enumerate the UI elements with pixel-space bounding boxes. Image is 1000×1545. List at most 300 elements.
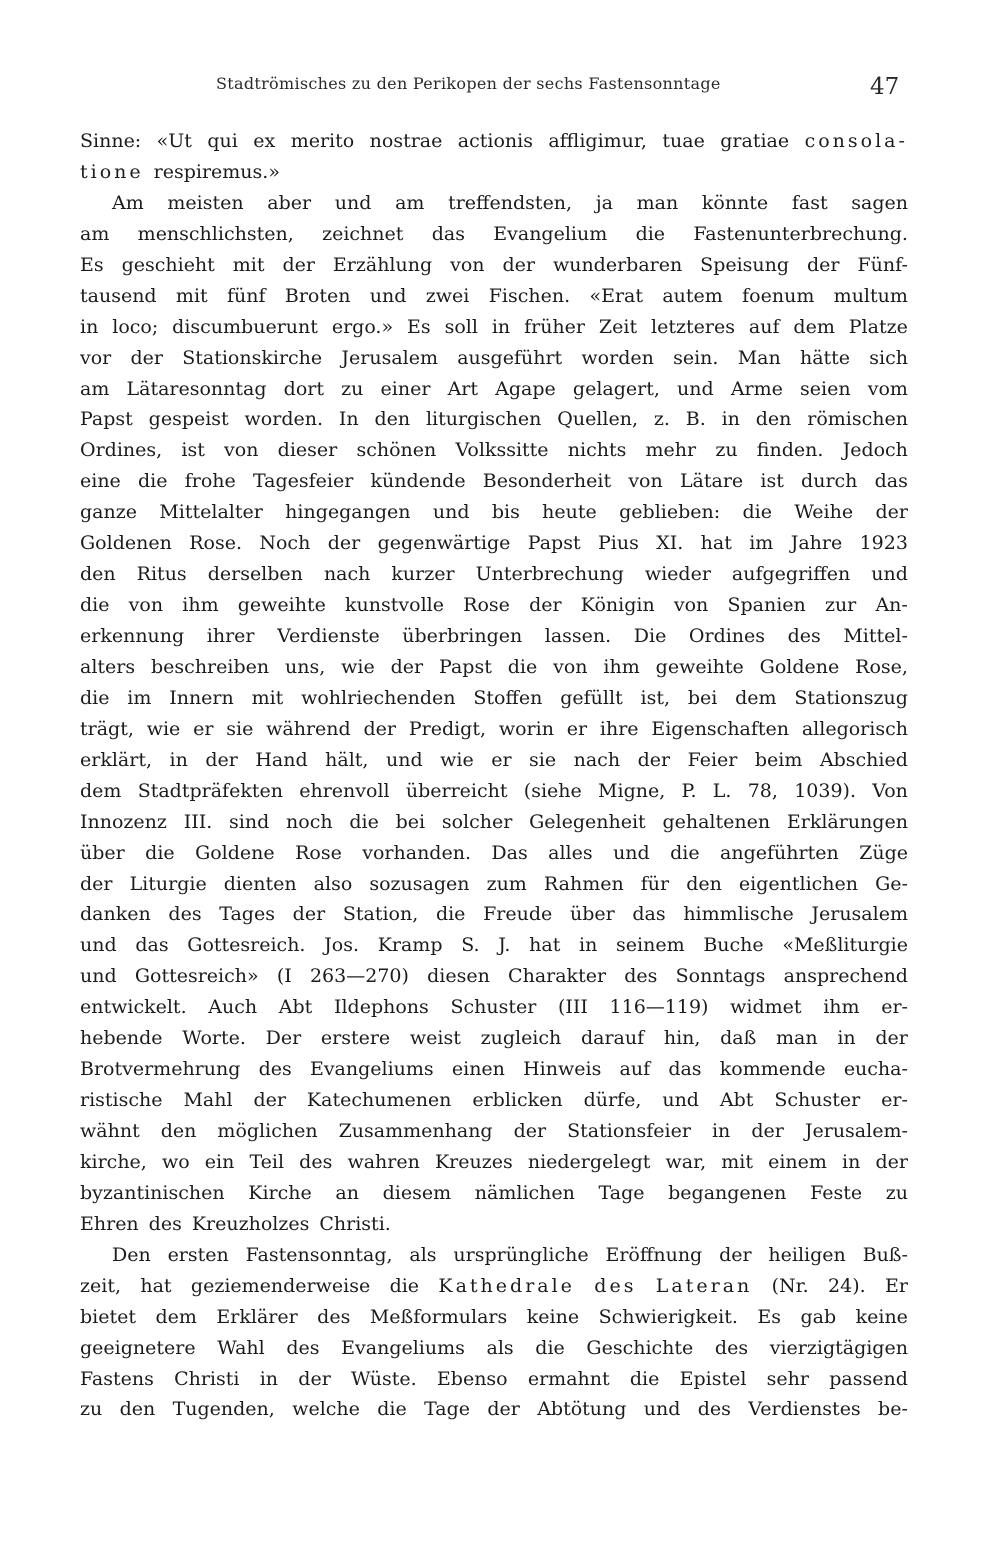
word: bietet: [80, 1305, 136, 1328]
word: finden.: [756, 439, 824, 462]
text-line: [80, 559, 908, 590]
word: während: [266, 717, 351, 740]
word: die: [80, 686, 110, 709]
word: Abt: [278, 996, 313, 1019]
word: Rose: [295, 841, 342, 864]
word: ihre: [599, 717, 639, 740]
word: worden: [581, 346, 654, 369]
word: Stationsfeier: [567, 1120, 691, 1142]
word: des: [168, 903, 202, 926]
word: Fastensonntag,: [245, 1243, 393, 1266]
word: affligimur,: [548, 130, 647, 152]
word: dort: [283, 377, 324, 400]
word: heute: [542, 501, 597, 524]
word: ersten: [167, 1243, 229, 1266]
word: Ritus: [136, 563, 187, 586]
word: Buche: [703, 934, 764, 957]
word: III.: [183, 810, 213, 833]
word: byzantinischen: [80, 1181, 225, 1204]
word: Speisung: [700, 253, 790, 276]
word: Gottesreich.: [187, 934, 306, 957]
word: Christi: [174, 1367, 240, 1390]
word: nämlichen: [474, 1181, 575, 1204]
word: gespeist: [148, 408, 229, 431]
word: geweihte: [655, 655, 744, 678]
word: Fastenunterbrechung.: [693, 222, 908, 245]
word: ihm: [603, 655, 640, 678]
word: der: [751, 1120, 784, 1142]
word: eucha-: [843, 1058, 908, 1081]
word: heiligen: [768, 1243, 846, 1266]
word: foenum: [742, 284, 815, 307]
word: ihrer: [206, 625, 255, 647]
word: Volkssitte: [455, 439, 549, 462]
word: 263—270): [309, 965, 409, 988]
word: vom: [867, 377, 908, 400]
word: vorhanden.: [362, 841, 471, 864]
word: mehr: [645, 439, 697, 462]
word: Stationskirche: [182, 346, 323, 369]
word: sich: [869, 346, 908, 369]
word: treffendsten,: [448, 191, 573, 214]
word: kunstvolle: [345, 594, 444, 617]
word: der: [513, 1120, 547, 1142]
word: noch: [286, 810, 333, 833]
word: wunderbaren: [552, 253, 683, 276]
word: Ebenso: [436, 1367, 508, 1390]
word: sie: [226, 717, 254, 740]
word: in: [491, 315, 511, 338]
word: J.: [498, 934, 511, 957]
word: Wüste.: [351, 1367, 417, 1390]
text-line: [80, 1333, 908, 1364]
word: mit: [251, 686, 284, 709]
word: Papst: [80, 408, 133, 431]
word: An-: [875, 594, 908, 617]
word: «Erat: [589, 284, 643, 307]
word: die: [349, 810, 379, 833]
word: Gelegenheit: [529, 810, 646, 833]
word: und: [80, 934, 117, 957]
word: gelagert,: [572, 377, 660, 400]
word: einen: [451, 1058, 505, 1081]
word: worin: [498, 717, 554, 740]
word: zu: [885, 1181, 908, 1204]
word: das: [135, 934, 169, 957]
word: vor: [80, 346, 112, 369]
word: Am: [112, 191, 144, 214]
word: schönen: [356, 439, 437, 462]
word: und: [643, 1398, 681, 1421]
word: uns,: [285, 655, 326, 678]
word: des: [714, 1336, 749, 1359]
word: und: [334, 191, 372, 214]
word: Abt: [719, 1089, 754, 1112]
word: dem: [155, 1305, 197, 1328]
word: und: [662, 1089, 699, 1112]
word: ihm: [823, 996, 860, 1019]
word: des: [624, 965, 658, 988]
word: er-: [881, 996, 908, 1019]
word: der: [80, 872, 113, 895]
word: zu: [715, 439, 738, 462]
word: ihm: [182, 594, 219, 617]
word: des: [697, 1398, 731, 1421]
word: auf: [748, 315, 780, 338]
word: diesen: [427, 965, 490, 988]
text-line: [80, 528, 908, 559]
word: Liturgie: [129, 872, 207, 895]
word: «Meßliturgie: [782, 934, 908, 957]
word: keine: [855, 1305, 908, 1328]
text-line: [80, 312, 908, 343]
word: des: [286, 1336, 320, 1359]
word: den: [160, 1120, 197, 1142]
word: den: [119, 1398, 156, 1421]
word: Kreuzholzes: [191, 1212, 310, 1235]
word: Weihe: [794, 501, 854, 524]
word: Station,: [342, 903, 419, 926]
word: Kreuzes: [434, 1150, 513, 1173]
word: zwei: [425, 284, 470, 307]
word: eigentlichen: [738, 872, 859, 895]
word: hingegangen: [285, 501, 411, 524]
word: Eröffnung: [605, 1243, 703, 1266]
word: dem: [80, 779, 122, 802]
word: im: [749, 532, 774, 555]
word: Auch: [208, 996, 258, 1019]
word: zu: [341, 377, 364, 400]
word: als: [409, 1243, 437, 1266]
text-line: [80, 404, 908, 435]
word: die: [635, 222, 666, 245]
word: geblieben:: [619, 501, 721, 524]
word: respiremus.»: [153, 160, 280, 183]
word: Es: [757, 1305, 781, 1328]
word: sehr: [766, 1367, 809, 1390]
word: er: [566, 717, 588, 740]
text-line: [80, 1116, 908, 1147]
word: lassen.: [544, 625, 612, 647]
word: zeit,: [80, 1274, 122, 1297]
word: Es: [407, 315, 431, 338]
word: Fischen.: [488, 284, 571, 307]
word: also: [313, 872, 353, 895]
word: man: [636, 191, 679, 214]
word: Erklärer: [216, 1305, 298, 1328]
word: in: [259, 1367, 279, 1390]
text-line: [80, 1209, 908, 1240]
word: Unterbrechung: [475, 563, 624, 586]
word: der: [327, 532, 361, 555]
word: in: [80, 315, 99, 338]
word: Katechumenen: [306, 1089, 452, 1112]
word: gab: [800, 1305, 837, 1328]
word: von: [450, 253, 485, 276]
word: den: [374, 408, 411, 431]
word: hebende: [80, 1027, 163, 1050]
word: gehaltenen: [662, 810, 771, 833]
word: Jos.: [324, 934, 360, 957]
word: und: [369, 284, 407, 307]
word: In: [338, 408, 359, 431]
word: tione: [80, 160, 144, 183]
text-line: [80, 621, 908, 652]
word: könnte: [701, 191, 769, 214]
word: dieser: [277, 439, 338, 462]
word: sozusagen: [369, 872, 470, 895]
word: kommende: [719, 1058, 826, 1081]
word: und: [385, 748, 423, 771]
text-line: [80, 281, 908, 312]
word: im: [127, 686, 152, 709]
word: daß: [720, 1027, 757, 1050]
text-line: [80, 714, 908, 745]
word: z.: [653, 408, 670, 431]
word: Von: [872, 779, 908, 802]
word: am: [395, 191, 425, 214]
word: wie: [341, 655, 375, 678]
word: an: [335, 1181, 359, 1204]
word: der: [875, 501, 908, 524]
text-line: [80, 807, 908, 838]
word: sein.: [673, 346, 719, 369]
word: mit: [175, 284, 208, 307]
word: bis: [491, 501, 520, 524]
word: Mittel-: [843, 625, 908, 647]
word: geschieht: [121, 253, 215, 276]
word: Pius: [597, 532, 639, 555]
word: über: [569, 903, 615, 926]
word: loco;: [112, 315, 159, 338]
word: ganze: [80, 501, 137, 524]
text-line: [80, 1394, 908, 1425]
word: Charakter: [508, 965, 607, 988]
word: überreicht: [405, 779, 508, 802]
word: ein: [204, 1150, 235, 1173]
word: Wahl: [217, 1336, 265, 1359]
word: be-: [878, 1398, 908, 1421]
word: Papst: [439, 655, 492, 678]
word: aber: [267, 191, 312, 214]
word: ausgeführt: [457, 346, 563, 369]
word: Hinweis: [523, 1058, 602, 1081]
word: tausend: [80, 284, 157, 307]
word: Jerusalem: [341, 346, 438, 369]
word: 1923: [859, 532, 908, 555]
word: qui: [207, 130, 238, 152]
word: Die: [633, 625, 667, 647]
word: zugleich: [480, 1027, 562, 1050]
text-line: [80, 745, 908, 776]
word: Sinne:: [80, 130, 142, 152]
word: discumbuerunt: [172, 315, 318, 338]
word: Migne,: [598, 779, 666, 802]
word: Besonderheit: [482, 470, 612, 493]
text-line: [80, 838, 908, 869]
word: der: [529, 594, 562, 617]
word: kirche,: [80, 1150, 147, 1173]
word: begangenen: [668, 1181, 787, 1204]
word: Ordines: [688, 625, 766, 647]
word: Innozenz: [80, 810, 167, 833]
word: möglichen: [217, 1120, 318, 1142]
word: Teil: [249, 1150, 285, 1173]
word: gefüllt: [560, 686, 623, 709]
word: geweihte: [237, 594, 326, 617]
word: Rose,: [855, 655, 908, 678]
word: Tage: [424, 1398, 471, 1421]
word: Er: [885, 1274, 908, 1297]
word: in: [837, 1027, 856, 1050]
word: Verdienstes: [748, 1398, 861, 1421]
running-head: Stadtrömisches zu den Perikopen der sechs Fastensonntage: [216, 74, 721, 93]
word: frohe: [184, 470, 236, 493]
word: früher: [524, 315, 585, 338]
word: Innern: [169, 686, 234, 709]
word: in: [842, 1150, 861, 1173]
word: erklärt,: [80, 748, 153, 771]
word: am: [80, 377, 110, 400]
word: zum: [486, 872, 527, 895]
word: P.: [681, 779, 697, 802]
word: L.: [712, 779, 732, 802]
word: Erklärungen: [786, 810, 908, 833]
word: Eigenschaften: [651, 717, 790, 740]
word: Rose.: [189, 532, 242, 555]
text-line: [80, 1302, 908, 1333]
word: kurzer: [391, 563, 455, 586]
word: darauf: [580, 1027, 645, 1050]
text-line: [80, 157, 908, 188]
word: bei: [687, 686, 718, 709]
word: wie: [146, 717, 181, 740]
word: der: [502, 253, 535, 276]
page-number: 47: [870, 74, 900, 100]
word: in: [169, 748, 188, 771]
word: diesem: [382, 1181, 452, 1204]
word: mit: [232, 253, 265, 276]
text-line: [80, 961, 908, 992]
text-line: [80, 1147, 908, 1178]
word: zur: [824, 594, 857, 617]
word: mit: [721, 1150, 753, 1173]
word: nostrae: [369, 130, 443, 152]
word: Verdienste: [277, 625, 380, 647]
word: von: [673, 594, 709, 617]
word: Meßformulars: [369, 1305, 508, 1328]
word: des: [594, 1274, 637, 1297]
word: Lateran: [655, 1274, 753, 1297]
word: der: [637, 748, 671, 771]
text-line: [80, 497, 908, 528]
word: den: [686, 872, 722, 895]
word: Brotvermehrung: [80, 1058, 241, 1081]
word: Ordines,: [80, 439, 163, 462]
text-line: [80, 652, 908, 683]
text-line: [80, 1054, 908, 1085]
word: beim: [754, 748, 803, 771]
word: actionis: [457, 130, 533, 152]
word: sind: [229, 810, 270, 833]
word: zeichnet: [322, 222, 404, 245]
word: von: [628, 470, 663, 493]
word: der: [253, 1089, 286, 1112]
word: ex: [253, 130, 276, 152]
word: das: [874, 470, 908, 493]
word: Quellen,: [557, 408, 638, 431]
word: Königin: [580, 594, 655, 617]
word: Stadtpräfekten: [137, 779, 283, 802]
word: auf: [619, 1058, 651, 1081]
word: Abschied: [819, 748, 908, 771]
word: Feier: [687, 748, 738, 771]
word: ursprüngliche: [453, 1243, 589, 1266]
word: der: [390, 655, 424, 678]
text-line: [80, 1240, 908, 1271]
word: 116—119): [609, 996, 709, 1019]
word: niedergelegt: [527, 1150, 651, 1173]
text-line: [80, 374, 908, 405]
word: tuae: [662, 130, 705, 152]
word: ristische: [80, 1089, 163, 1112]
word: von: [224, 439, 259, 462]
word: zu: [80, 1398, 103, 1421]
word: der: [130, 346, 163, 369]
word: Schuster: [450, 996, 537, 1019]
word: entwickelt.: [80, 996, 187, 1019]
word: den: [755, 408, 792, 431]
word: Fastens: [80, 1367, 154, 1390]
text-line: [80, 683, 908, 714]
word: den: [80, 563, 116, 586]
word: über: [80, 841, 125, 864]
text-line: [80, 188, 908, 219]
word: einem: [768, 1150, 827, 1173]
word: Evangeliums: [309, 1058, 434, 1081]
word: des: [148, 1212, 182, 1235]
word: das: [632, 903, 666, 926]
word: meisten: [167, 191, 244, 214]
word: hat: [140, 1274, 172, 1297]
text-line: [80, 435, 908, 466]
word: und: [613, 841, 650, 864]
word: die: [377, 1398, 407, 1421]
text-line: [80, 776, 908, 807]
word: keine: [526, 1305, 580, 1328]
word: Kramp: [377, 934, 443, 957]
word: des: [787, 625, 821, 647]
word: merito: [290, 130, 355, 152]
word: 24).: [828, 1274, 866, 1297]
word: Evangeliums: [341, 1336, 465, 1359]
word: in: [579, 934, 598, 957]
word: dem: [735, 686, 777, 709]
word: ermahnt: [527, 1367, 610, 1390]
word: war,: [665, 1150, 707, 1173]
word: die: [507, 655, 538, 678]
word: am: [80, 222, 110, 245]
word: Jedoch: [842, 439, 908, 462]
text-line: [80, 1023, 908, 1054]
word: Es: [80, 253, 104, 276]
word: kündende: [370, 470, 466, 493]
word: wieder: [644, 563, 711, 586]
word: geziemenderweise: [190, 1274, 371, 1297]
word: römischen: [807, 408, 908, 431]
word: wahren: [347, 1150, 420, 1173]
word: vierzigtägigen: [769, 1336, 908, 1359]
